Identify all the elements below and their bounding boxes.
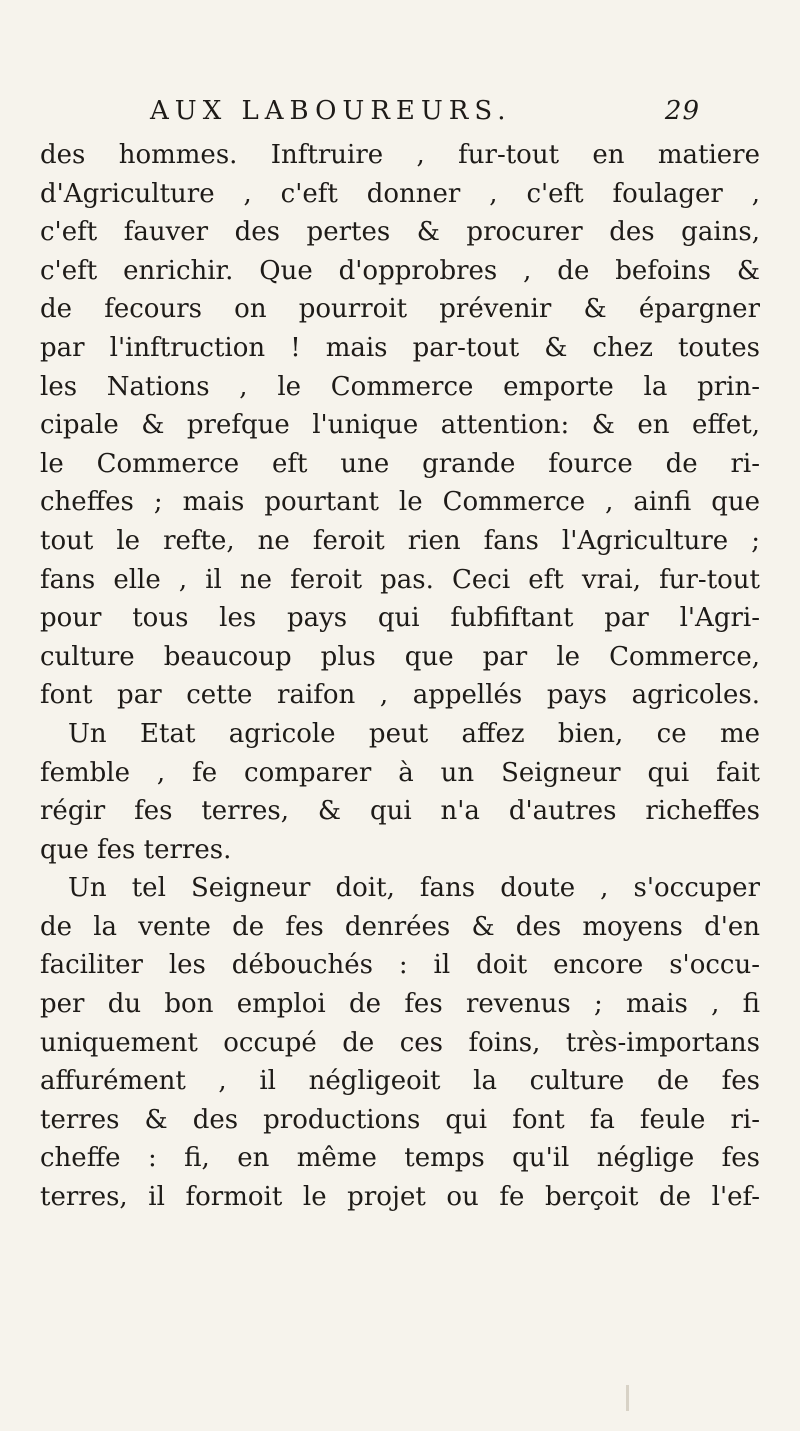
text-line: cheffes ; mais pourtant le Commerce , ainfi que: [40, 487, 760, 518]
paragraph-end-line: que fes terres.: [40, 834, 232, 865]
running-head: [150, 96, 700, 136]
text-line: régir fes terres, & qui n'a d'autres richeffes: [40, 796, 760, 827]
text-line: des hommes. Inftruire , fur-tout en matiere: [40, 140, 760, 170]
text-line: c'eft fauver des pertes & procurer des gains,: [40, 217, 760, 248]
text-line: uniquement occupé de ces foins, très-importans: [40, 1027, 760, 1058]
running-title: AUX LABOUREURS.: [150, 96, 512, 126]
text-line: per du bon emploi de fes revenus ; mais , fi: [40, 989, 760, 1020]
text-line: cheffe : fi, en même temps qu'il néglige fes: [40, 1143, 760, 1174]
text-line: par l'inftruction ! mais par-tout & chez toutes: [40, 332, 760, 363]
paragraph-start-line: Un tel Seigneur doit, fans doute , s'occuper: [68, 873, 760, 904]
text-line: de la vente de fes denrées & des moyens d'en: [40, 911, 760, 942]
text-line: le Commerce eft une grande fource de ri-: [40, 448, 760, 479]
text-line: terres & des productions qui font fa feule ri-: [40, 1104, 760, 1135]
text-line: font par cette raifon , appellés pays agricoles.: [40, 680, 760, 711]
text-line: terres, il formoit le projet ou fe berçoit de l'ef-: [40, 1182, 760, 1213]
body-text: [40, 136, 760, 1217]
page-number: 29: [664, 96, 700, 126]
text-line: affurément , il négligeoit la culture de fes: [40, 1066, 760, 1097]
paper-mark: [626, 1385, 629, 1411]
text-line: faciliter les débouchés : il doit encore s'occu-: [40, 950, 760, 981]
text-line: les Nations , le Commerce emporte la prin-: [40, 371, 760, 402]
text-line: fans elle , il ne feroit pas. Ceci eft vrai, fur-tout: [40, 564, 760, 595]
text-line: c'eft enrichir. Que d'opprobres , de befoins &: [40, 255, 760, 286]
text-line: cipale & prefque l'unique attention: & en effet,: [40, 410, 760, 441]
text-line: tout le refte, ne feroit rien fans l'Agriculture ;: [40, 525, 760, 556]
text-line: de fecours on pourroit prévenir & épargner: [40, 294, 760, 325]
text-line: culture beaucoup plus que par le Commerce,: [40, 641, 760, 672]
text-line: d'Agriculture , c'eft donner , c'eft foulager ,: [40, 178, 760, 209]
text-line: femble , fe comparer à un Seigneur qui fait: [40, 757, 760, 788]
text-line: pour tous les pays qui fubfiftant par l'Agri-: [40, 603, 760, 634]
paragraph-start-line: Un Etat agricole peut affez bien, ce me: [68, 718, 760, 749]
